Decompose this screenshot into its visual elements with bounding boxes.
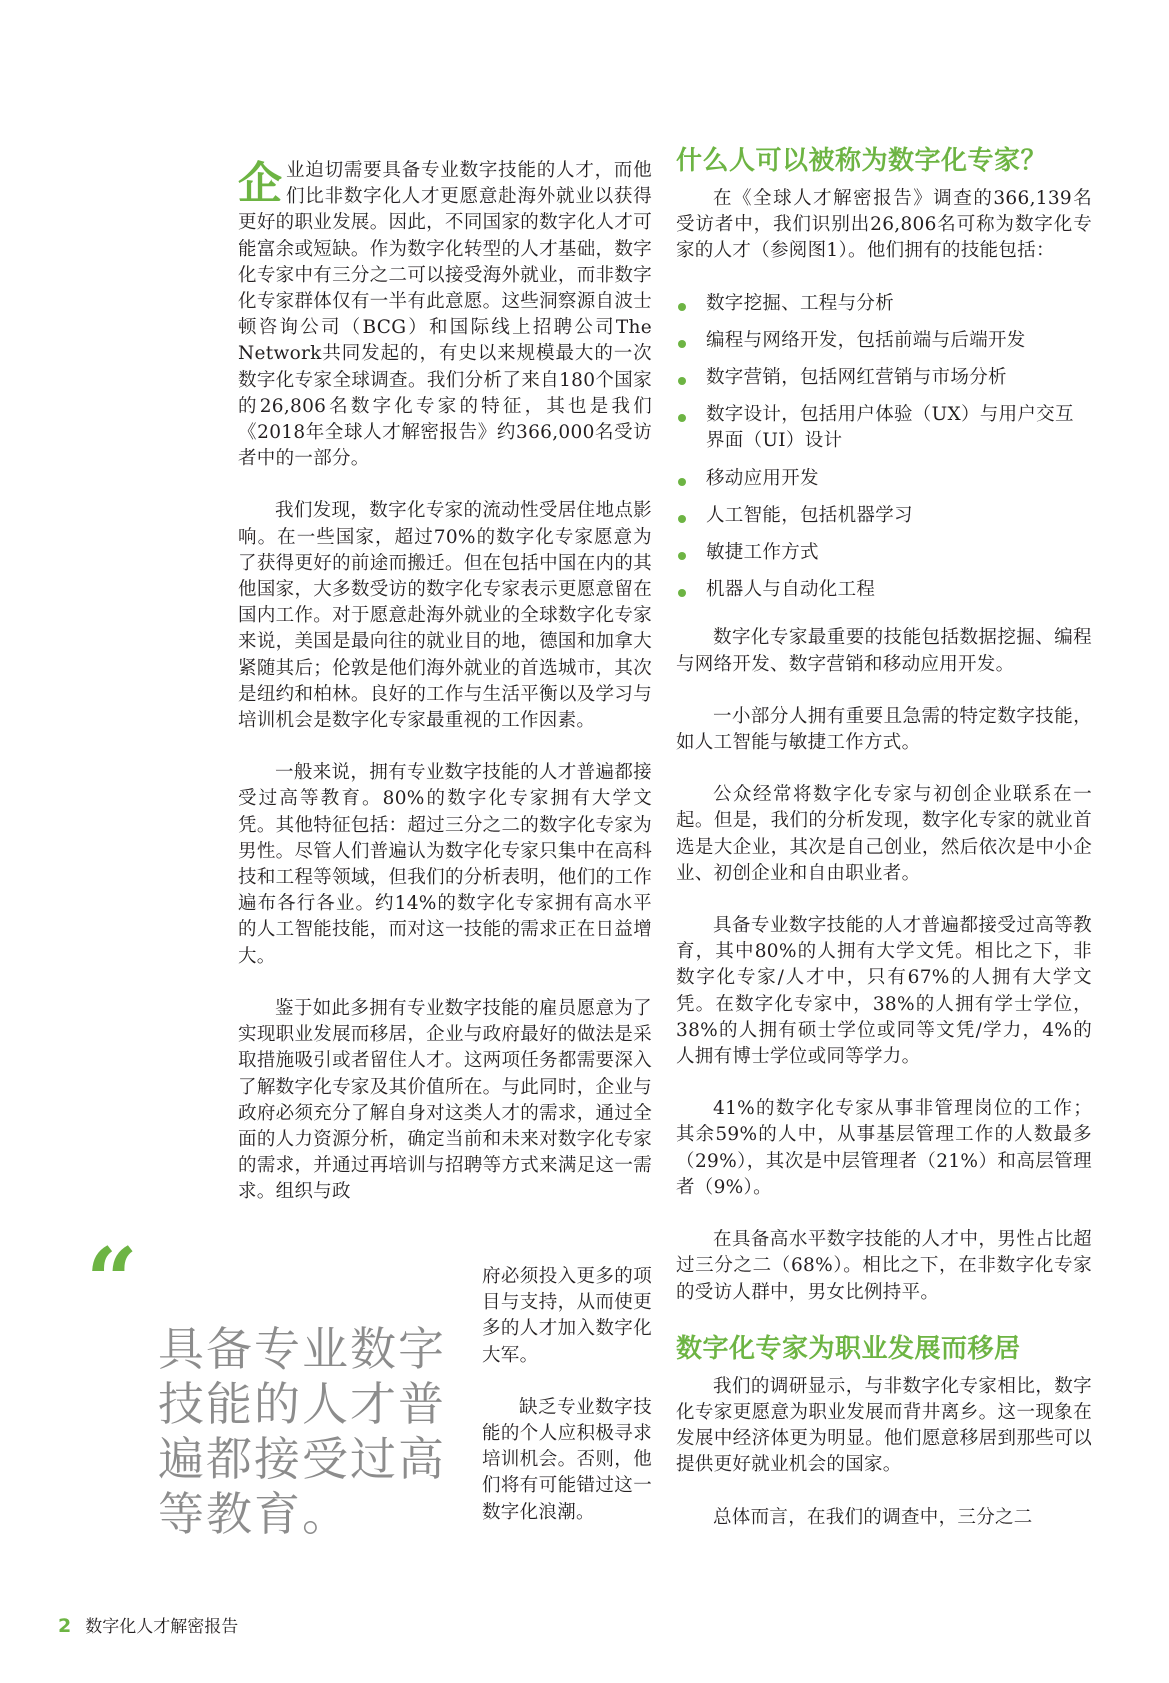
body-paragraph: 具备专业数字技能的人才普遍都接受过高等教育，其中80%的人拥有大学文凭。相比之下，非数字化专家/人才中，只有67%的人拥有大学文凭。在数字化专家中，38%的人拥有学士学位，38%的人拥有硕士学位或同等文凭/学力，4%的人拥有博士学位或同等学力。: [676, 915, 1092, 1068]
section-heading: 什么人可以被称为数字化专家？: [676, 146, 1048, 176]
list-item: 数字挖掘、工程与分析: [676, 291, 1092, 317]
page-number: 2: [58, 1615, 72, 1637]
list-item: 编程与网络开发，包括前端与后端开发: [676, 328, 1092, 354]
body-paragraph: 我们的调研显示，与非数字化专家相比，数字化专家更愿意为职业发展而背井离乡。这一现象在发展中经济体更为明显。他们愿意移居到那些可以提供更好就业机会的国家。: [676, 1375, 1092, 1476]
skills-list: [676, 291, 1092, 604]
body-paragraph: 鉴于如此多拥有专业数字技能的雇员愿意为了实现职业发展而移居，企业与政府最好的做法是采取措施吸引或者留住人才。这两项任务都需要深入了解数字化专家及其价值所在。与此同时，企业与政府必须充分了解自身对这类人才的需求，通过全面的人力资源分析，确定当前和未来对数字化专家的需求，并通过再培训与招聘等方式来满足这一需求。组织与政: [238, 997, 652, 1203]
narrow-column: [482, 1264, 652, 1552]
report-title: 数字化人才解密报告: [85, 1617, 239, 1637]
pull-quote: 具备专业数字技能的人才普遍都接受过高等教育。: [158, 1322, 446, 1541]
body-paragraph: 41%的数字化专家从事非管理岗位的工作；其余59%的人中，从事基层管理工作的人数最多（29%），其次是中层管理者（21%）和高层管理者（9%）。: [676, 1098, 1092, 1198]
body-paragraph: 一般来说，拥有专业数字技能的人才普遍都接受过高等教育。80%的数字化专家拥有大学文凭。其他特征包括：超过三分之二的数字化专家为男性。尽管人们普遍认为数字化专家只集中在高科技和工程等领域，但我们的分析表明，他们的工作遍布各行各业。约14%的数字化专家拥有高水平的人工智能技能，而对这一技能的需求正在日益增大。: [238, 762, 652, 967]
body-paragraph: 公众经常将数字化专家与初创企业联系在一起。但是，我们的分析发现，数字化专家的就业首选是大企业，其次是自己创业，然后依次是中小企业、初创企业和自由职业者。: [676, 784, 1092, 884]
list-item: 敏捷工作方式: [676, 540, 1092, 566]
list-item: 数字营销，包括网红营销与市场分析: [676, 365, 1092, 391]
list-item: 人工智能，包括机器学习: [676, 503, 1092, 529]
body-paragraph: 总体而言，在我们的调查中，三分之二: [713, 1506, 1033, 1528]
intro-text: 业迫切需要具备专业数字技能的人才，而他们比非数字化人才更愿意赴海外就业以获得更好的职业发展。因此，不同国家的数字化人才可能富余或短缺。作为数字化转型的人才基础，数字化专家中有三分之二可以接受海外就业，而非数字化专家群体仅有一半有此意愿。这些洞察源自波士顿咨询公司（BCG）和国际线上招聘公司The Network共同发起的，有史以来规模最大的一次数字化专家全球调查。我们分析了来自180个国家的26,806名数字化专家的特征，其也是我们《2018年全球人才解密报告》约366,000名受访者中的一部分。: [238, 160, 652, 470]
body-paragraph: 一小部分人拥有重要且急需的特定数字技能，如人工智能与敏捷工作方式。: [676, 705, 1092, 754]
body-paragraph: 府必须投入更多的项目与支持，从而使更多的人才加入数字化大军。: [482, 1266, 652, 1366]
bullet-icon: [678, 552, 686, 560]
body-paragraph: 在具备高水平数字技能的人才中，男性占比超过三分之二（68%）。相比之下，在非数字化专家的受访人群中，男女比例持平。: [676, 1229, 1092, 1303]
drop-cap: 企: [238, 158, 283, 209]
bullet-icon: [678, 414, 686, 422]
section-heading: 数字化专家为职业发展而移居: [676, 1333, 1021, 1364]
bullet-icon: [678, 515, 686, 523]
right-column: [676, 144, 1092, 1557]
page-footer: [58, 1612, 238, 1637]
list-item: 机器人与自动化工程: [676, 577, 1092, 603]
bullet-icon: [678, 340, 686, 348]
body-paragraph: 缺乏专业数字技能的个人应积极寻求培训机会。否则，他们将有可能错过这一数字化浪潮。: [482, 1396, 652, 1523]
bullet-icon: [678, 478, 686, 486]
intro-paragraph: [238, 158, 652, 472]
body-paragraph: 我们发现，数字化专家的流动性受居住地点影响。在一些国家，超过70%的数字化专家愿意为了获得更好的前途而搬迁。但在包括中国在内的其他国家，大多数受访的数字化专家表示更愿意留在国内工作。对于愿意赴海外就业的全球数字化专家来说，美国是最向往的就业目的地，德国和加拿大紧随其后；伦敦是他们海外就业的首选城市，其次是纽约和柏林。良好的工作与生活平衡以及学习与培训机会是数字化专家最重视的工作因素。: [238, 500, 652, 732]
list-item: 数字设计，包括用户体验（UX）与用户交互界面（UI）设计: [676, 402, 1092, 454]
body-paragraph: 数字化专家最重要的技能包括数据挖掘、编程与网络开发、数字营销和移动应用开发。: [676, 627, 1092, 675]
body-paragraph: 在《全球人才解密报告》调查的366,139名受访者中，我们识别出26,806名可称为数字化专家的人才（参阅图1）。他们拥有的技能包括：: [676, 188, 1092, 262]
quote-mark-icon: “: [86, 1228, 138, 1334]
bullet-icon: [678, 303, 686, 311]
left-column: [238, 158, 652, 1232]
bullet-icon: [678, 377, 686, 385]
list-item: 移动应用开发: [676, 466, 1092, 492]
bullet-icon: [678, 589, 686, 597]
